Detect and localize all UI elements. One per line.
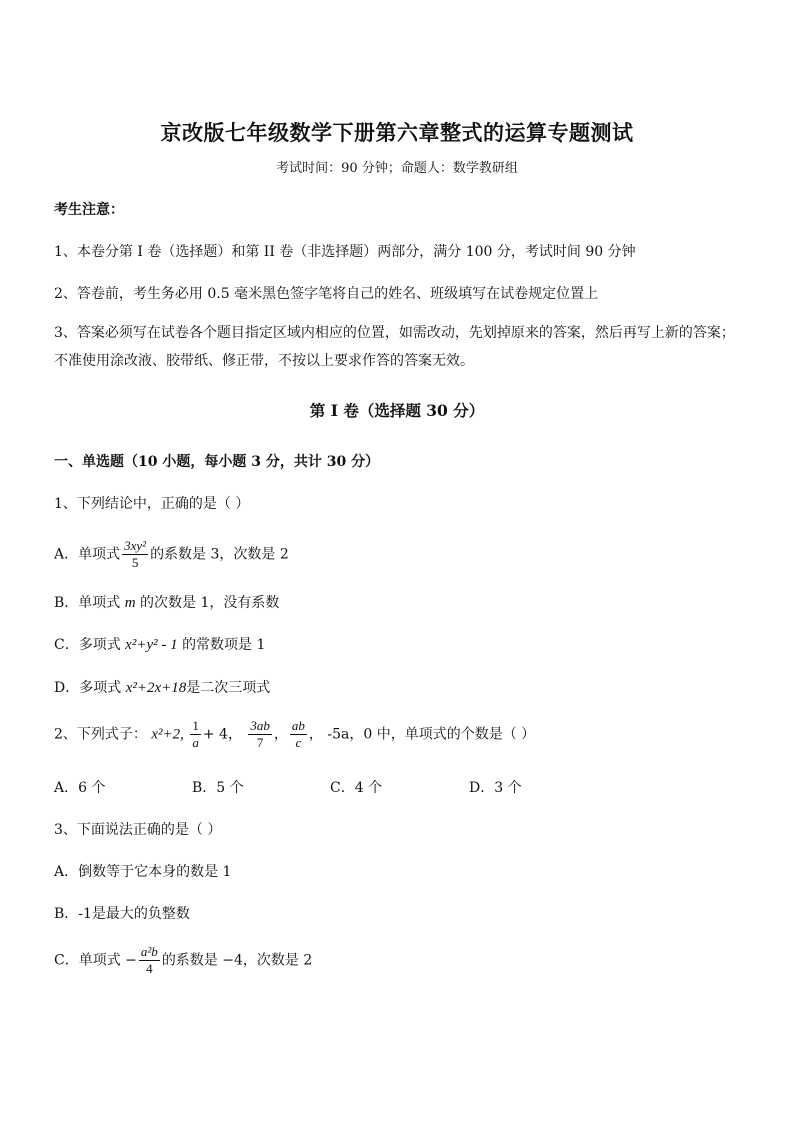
q2-fraction-3 [290,718,307,751]
q1-option-d [54,677,270,697]
notice-item-1: 1、本卷分第 I 卷（选择题）和第 II 卷（非选择题）两部分，满分 100 分，考试时间 90 分钟 [54,244,636,260]
q2-stem [54,718,535,751]
q2-f1-den: a [192,735,199,750]
q2-prefix: 2、下列式子： [54,726,147,743]
notice-heading: 考生注意： [54,202,124,218]
q1-option-c [54,634,265,654]
q3-option-c [54,944,312,977]
q1-d-suffix: 是二次三项式 [186,680,271,696]
q1-c-expr: x²+y² - 1 [125,637,178,653]
q2-expr-2: + 4， [202,726,242,743]
q2-f3-den: c [295,735,302,750]
q1-a-prefix: A．单项式 [54,546,121,563]
q3-c-frac-den: 4 [146,961,153,976]
q3-option-a: A．倒数等于它本身的数是 1 [54,864,232,880]
exam-info: 考试时间：90 分钟；命题人：数学教研组 [276,161,518,176]
q2-fraction-2 [248,718,272,751]
q2-tail: ， -5a，0 中，单项式的个数是（ ） [308,726,536,743]
q2-f3-num: ab [291,718,305,733]
q1-d-prefix: D．多项式 [54,680,122,696]
q1-option-b [54,592,279,612]
q2-sep: ， [273,726,288,743]
q1-option-a [54,538,289,571]
q1-a-frac-num: 3xy² [124,538,147,553]
q1-b-prefix: B．单项式 [54,595,121,611]
notice-item-3: 3、答案必须写在试卷各个题目指定区域内相应的位置，如需改动，先划掉原来的答案，然后再写上新的答案；不准使用涂改液、胶带纸、修正带，不按以上要求作答的答案无效。 [54,325,735,369]
q1-c-prefix: C．多项式 [54,637,121,653]
q3-stem: 3、下面说法正确的是（ ） [54,822,222,838]
q2-option-b: B．5 个 [192,780,244,796]
q3-c-prefix: C．单项式 − [54,952,137,969]
q1-a-frac-den: 5 [131,555,139,570]
notice-item-2: 2、答卷前，考生务必用 0.5 毫米黑色签字笔将自己的姓名、班级填写在试卷规定位置上 [54,286,599,302]
q3-c-fraction [139,944,160,977]
q1-a-suffix: 的系数是 3，次数是 2 [150,546,289,563]
q2-option-c: C．4 个 [330,780,383,796]
q2-f1-num: 1 [192,718,199,733]
q2-f2-num: 3ab [250,718,270,733]
q1-d-expr: x²+2x+18 [125,680,187,696]
q2-f2-den: 7 [256,735,264,750]
q1-a-fraction [122,538,148,571]
q2-option-a: A．6 个 [54,780,106,796]
q1-c-suffix: 的常数项是 1 [182,637,266,653]
q1-stem: 1、下列结论中，正确的是（ ） [54,496,250,512]
part1-title: 第 I 卷（选择题 30 分） [309,401,485,420]
q3-option-b: B．-1是最大的负整数 [54,906,190,922]
q2-option-d: D．3 个 [469,780,522,796]
section-heading: 一、单选题（10 小题，每小题 3 分，共计 30 分） [54,454,380,470]
q2-fraction-1 [190,718,201,751]
q1-b-var: m [124,595,136,611]
q2-expr-1: x²+2, [151,726,184,743]
q1-b-suffix: 的次数是 1，没有系数 [140,595,280,611]
q3-c-suffix: 的系数是 −4，次数是 2 [161,952,313,969]
q3-c-frac-num: a²b [140,944,158,959]
page-title: 京改版七年级数学下册第六章整式的运算专题测试 [160,120,634,145]
